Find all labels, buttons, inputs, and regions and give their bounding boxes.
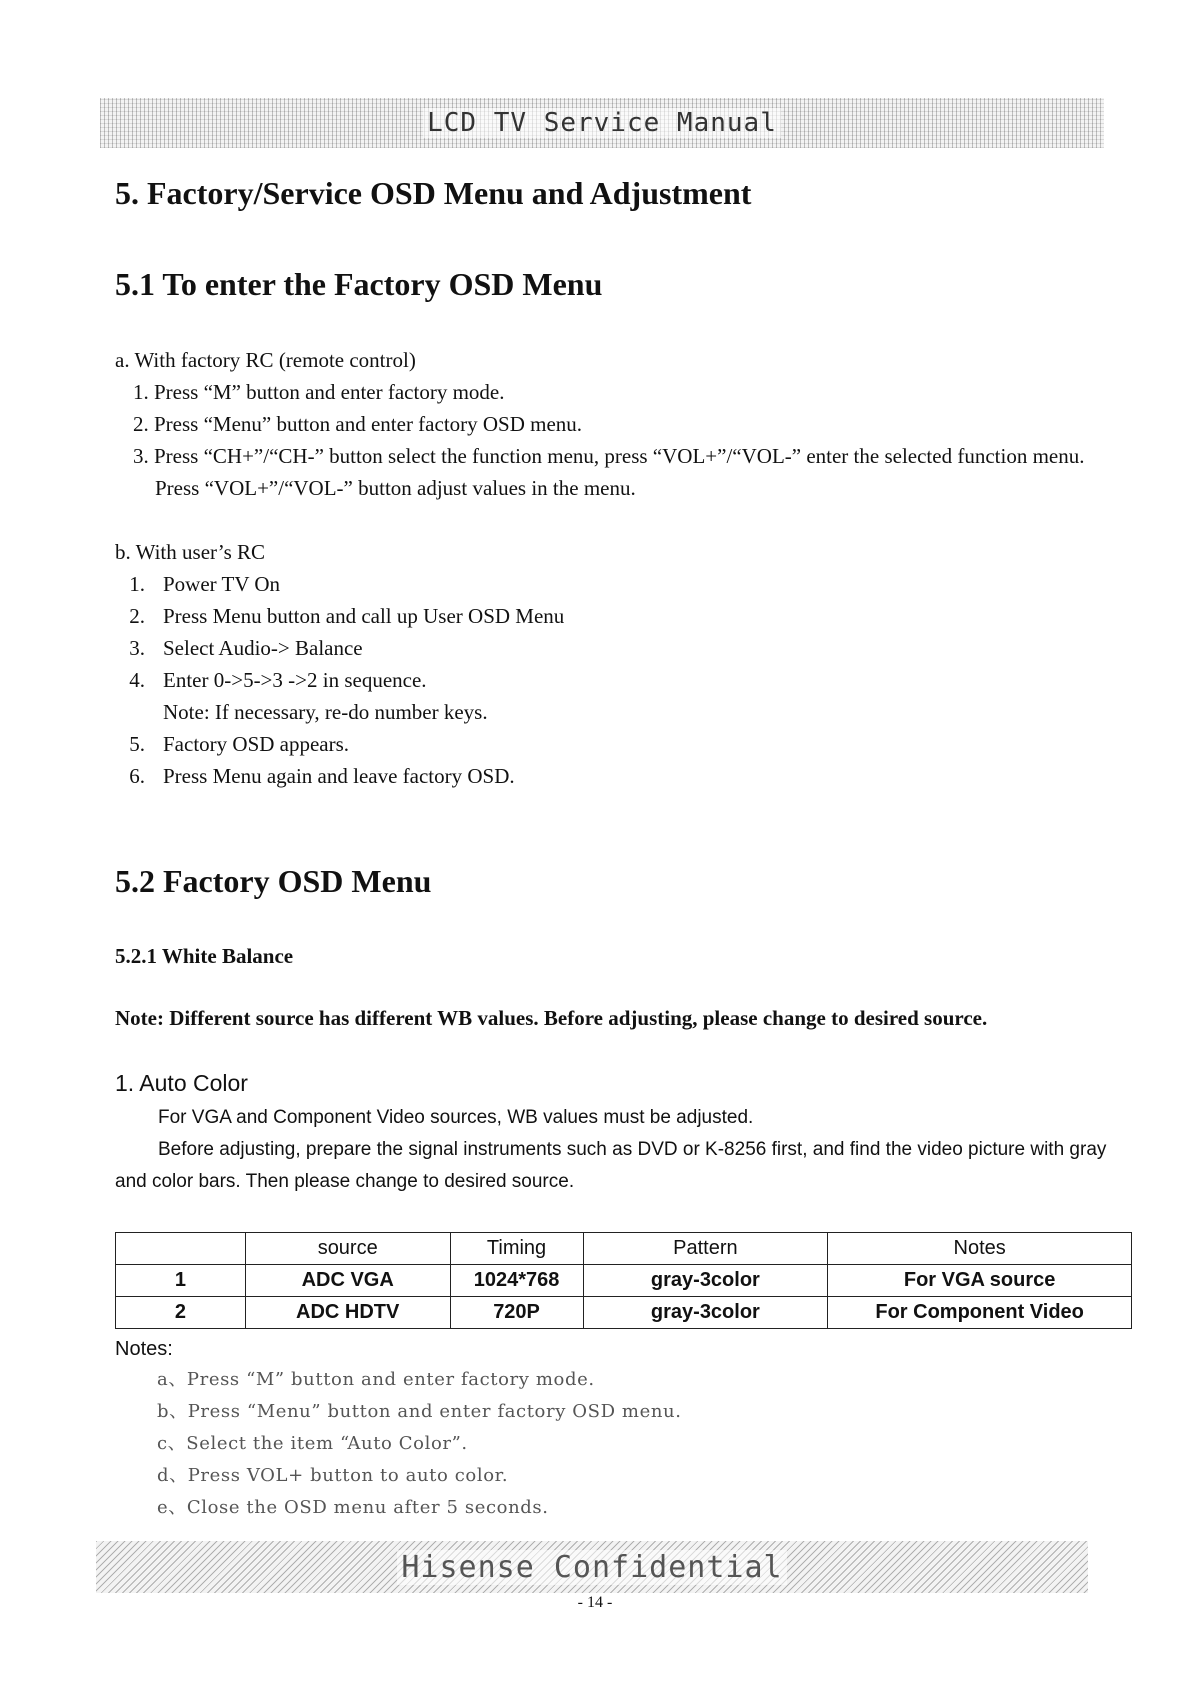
table-header-row	[116, 1233, 1132, 1265]
list-item: 3. Select Audio-> Balance	[129, 636, 363, 660]
table-cell: For Component Video	[828, 1297, 1132, 1329]
header-title: LCD TV Service Manual	[423, 108, 781, 138]
page-number: - 14 -	[577, 1594, 613, 1611]
table-header: Notes	[828, 1233, 1132, 1265]
auto-color-description	[115, 1102, 1127, 1198]
table-cell: 1	[116, 1265, 246, 1297]
list-item: 2. Press Menu button and call up User OSD Menu	[129, 604, 565, 628]
table-cell: 2	[116, 1297, 246, 1329]
auto-color-title: 1. Auto Color	[115, 1070, 248, 1096]
table-header: source	[245, 1233, 450, 1265]
table-cell: gray-3color	[583, 1297, 828, 1329]
table-header: Pattern	[583, 1233, 828, 1265]
table-cell: ADC HDTV	[245, 1297, 450, 1329]
subsection-title-5-2: 5.2 Factory OSD Menu	[115, 863, 432, 899]
number-keys-note: Note: If necessary, re-do number keys.	[163, 700, 488, 724]
list-item: b、Press “Menu” button and enter factory OSD menu.	[157, 1401, 682, 1422]
footer-banner-text: Hisense Confidential	[397, 1550, 786, 1585]
table-header: Timing	[450, 1233, 583, 1265]
table-header	[116, 1233, 246, 1265]
table-cell: gray-3color	[583, 1265, 828, 1297]
user-rc-label: b. With user’s RC	[115, 540, 266, 564]
subsection-title-5-1: 5.1 To enter the Factory OSD Menu	[115, 266, 603, 302]
wb-source-table	[115, 1232, 1132, 1329]
table-cell: ADC VGA	[245, 1265, 450, 1297]
factory-rc-steps	[115, 344, 1115, 504]
list-item: a、Press “M” button and enter factory mode.	[157, 1369, 595, 1390]
list-item: 4. Enter 0->5->3 ->2 in sequence.	[129, 668, 427, 692]
footer-banner	[96, 1541, 1088, 1593]
list-item: c、Select the item “Auto Color”.	[157, 1433, 468, 1454]
list-item: e、Close the OSD menu after 5 seconds.	[157, 1497, 549, 1518]
list-item: 1. Power TV On	[129, 572, 281, 596]
subsection-title-5-2-1: 5.2.1 White Balance	[115, 944, 294, 968]
table-cell: For VGA source	[828, 1265, 1132, 1297]
wb-source-note: Note: Different source has different WB values. Before adjusting, please change to desired source.	[115, 1006, 988, 1030]
auto-color-paragraph: For VGA and Component Video sources, WB values must be adjusted.	[158, 1107, 754, 1128]
factory-rc-label: a. With factory RC (remote control)	[115, 348, 416, 372]
table-cell: 720P	[450, 1297, 583, 1329]
list-item: 2. Press “Menu” button and enter factory OSD menu.	[133, 412, 583, 436]
list-item: 3. Press “CH+”/“CH-” button select the function menu, press “VOL+”/“VOL-” enter the selected function menu. Press “VOL+”/“VOL-” button adjust values in the menu.	[133, 444, 1085, 500]
auto-color-notes	[157, 1364, 682, 1524]
list-item: 1. Press “M” button and enter factory mode.	[133, 380, 505, 404]
list-item: d、Press VOL+ button to auto color.	[157, 1465, 509, 1486]
list-item: 5. Factory OSD appears.	[129, 732, 350, 756]
auto-color-paragraph: Before adjusting, prepare the signal instruments such as DVD or K-8256 first, and find the video picture with gray and color bars. Then please change to desired source.	[115, 1139, 1107, 1192]
header-banner	[100, 98, 1104, 148]
table-row	[116, 1265, 1132, 1297]
table-row	[116, 1297, 1132, 1329]
table-cell: 1024*768	[450, 1265, 583, 1297]
section-title: 5. Factory/Service OSD Menu and Adjustment	[115, 175, 752, 211]
user-rc-steps	[115, 536, 1115, 792]
list-item: 6. Press Menu again and leave factory OSD.	[129, 764, 515, 788]
notes-label: Notes:	[115, 1338, 173, 1360]
